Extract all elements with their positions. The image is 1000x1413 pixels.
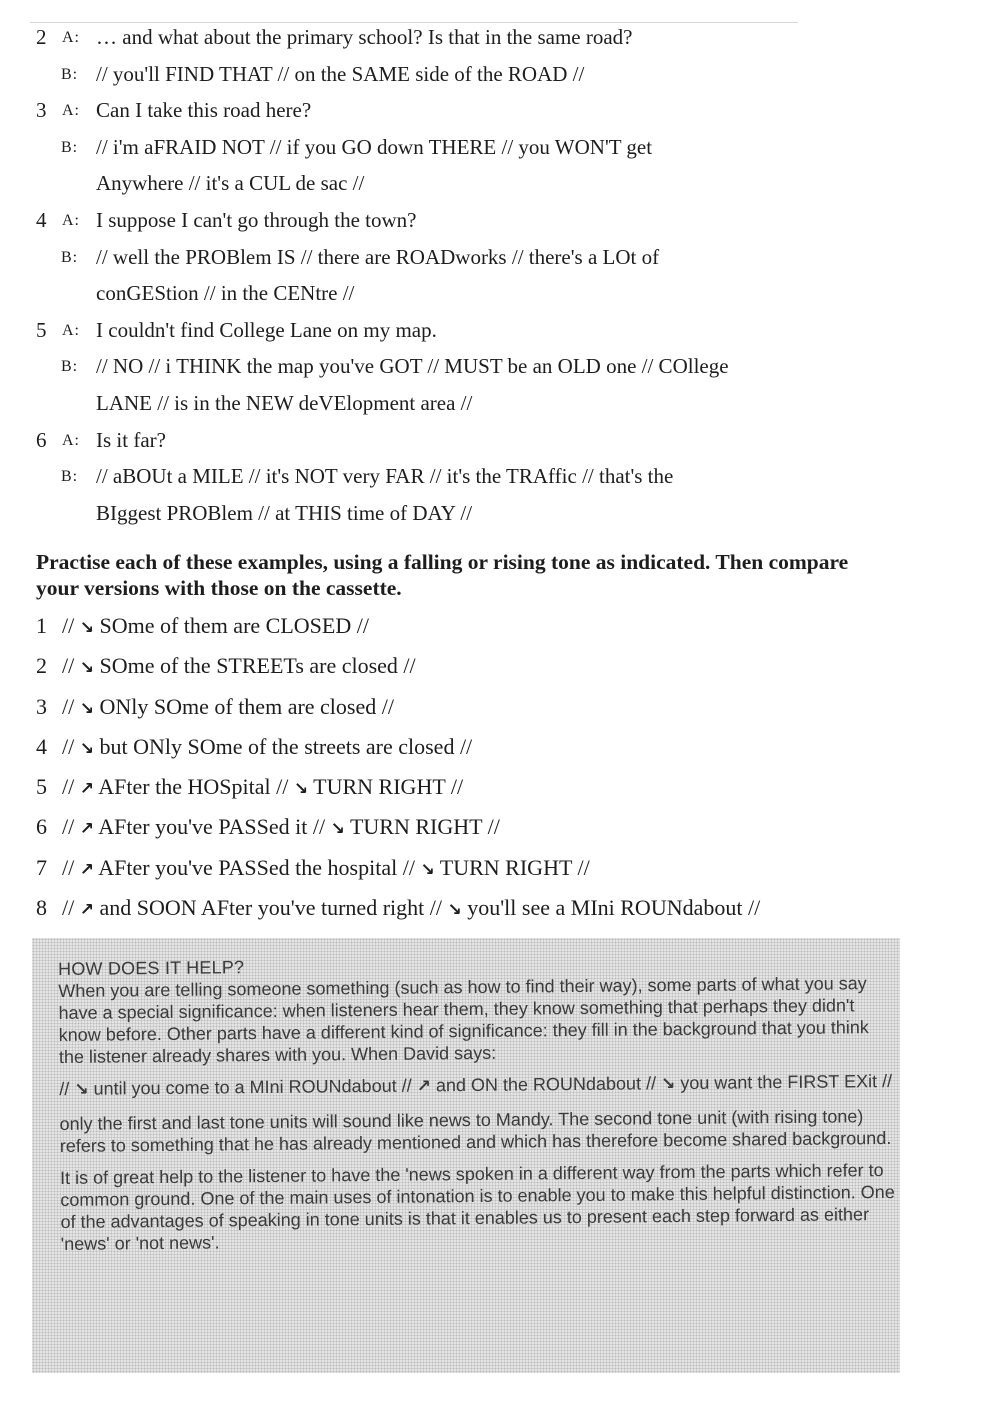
drill-text: // ↗ and SOON AFter you've turned right // ↘ you'll see a MIni ROUNdabout //	[62, 895, 761, 921]
speaker-a: A:	[62, 102, 80, 120]
drill-number: 5	[36, 774, 47, 800]
falling-tone-icon: ↘	[74, 1079, 89, 1100]
drill-number: 4	[36, 733, 47, 759]
drill-number: 7	[36, 854, 47, 880]
rising-tone-icon: ↗	[79, 819, 94, 840]
item-number: 3	[36, 98, 47, 123]
dialogue-line	[0, 461, 1000, 498]
speaker-b-line: // i'm aFRAID NOT // if you GO down THERE // you WON'T get	[96, 134, 653, 159]
falling-tone-icon: ↘	[79, 618, 94, 638]
help-box	[32, 938, 900, 1373]
speaker-b: B:	[61, 468, 79, 486]
list-item	[0, 811, 1000, 851]
dialogue-line	[0, 242, 1000, 279]
dialogue-section	[0, 22, 1000, 534]
item-number: 5	[36, 317, 47, 342]
rising-tone-icon: ↗	[79, 859, 94, 880]
list-item	[0, 771, 1000, 811]
speaker-a-line: Can I take this road here?	[96, 98, 312, 123]
drill-number: 1	[36, 613, 47, 638]
drill-text: // ↘ but ONly SOme of the streets are closed //	[62, 733, 473, 759]
item-number: 2	[36, 25, 47, 49]
speaker-b: B:	[61, 138, 79, 156]
drill-text: // ↗ AFter you've PASSed it // ↘ TURN RIGHT //	[62, 814, 500, 840]
dialogue-line	[0, 278, 1000, 315]
list-item	[0, 691, 1000, 731]
item-number: 6	[36, 427, 47, 452]
dialogue-line	[0, 425, 1000, 462]
drill-text: // ↘ ONly SOme of them are closed //	[62, 693, 394, 719]
speaker-b: B:	[61, 248, 79, 266]
dialogue-line	[0, 315, 1000, 352]
rising-tone-icon: ↗	[416, 1076, 432, 1097]
dialogue-line	[0, 388, 1000, 425]
falling-tone-icon: ↘	[79, 738, 94, 759]
drill-text: // ↗ AFter the HOSpital // ↘ TURN RIGHT //	[62, 774, 464, 800]
drill-text: // ↘ SOme of the STREETs are closed //	[62, 653, 416, 679]
speaker-a: A:	[62, 29, 80, 46]
speaker-a: A:	[62, 431, 80, 449]
speaker-b-line: // you'll FIND THAT // on the SAME side of the ROAD //	[96, 61, 585, 86]
help-example: // ↘ until you come to a MIni ROUNdabout // ↗ and ON the ROUNdabout // ↘ you want the FIRST EXit //	[59, 1071, 893, 1100]
help-paragraph: only the first and last tone units will sound like news to Mandy. The second tone unit (with rising tone) refers to something that he has already mentioned and which has therefore become shared background.	[59, 1106, 892, 1156]
list-item	[0, 852, 1000, 892]
help-box-content	[58, 950, 897, 1265]
speaker-b-line-continued: conGEStion // in the CENtre //	[96, 281, 355, 306]
speaker-b-line: // NO // i THINK the map you've GOT // MUST be an OLD one // COllege	[96, 354, 729, 379]
speaker-a-line: … and what about the primary school? Is that in the same road?	[96, 25, 633, 49]
speaker-b-line-continued: BIggest PROBlem // at THIS time of DAY //	[96, 500, 473, 525]
list-item	[0, 892, 1000, 932]
list-item	[0, 650, 1000, 690]
falling-tone-icon: ↘	[330, 819, 345, 840]
falling-tone-icon: ↘	[293, 779, 309, 800]
help-paragraph: It is of great help to the listener to have the 'news spoken in a different way from the parts which refer to common ground. One of the main uses of intonation is to enable you to make this helpful distinction. One of the advantages of speaking in tone units is that it enables us to present each step forward as either 'news' or 'not news'.	[60, 1160, 895, 1254]
dialogue-line	[0, 22, 1000, 59]
rising-tone-icon: ↗	[79, 779, 94, 800]
help-paragraph: When you are telling someone something (such as how to find their way), some parts of what you say have a special significance: when listeners hear them, they know something that perhaps they didn't know before. Other parts have a different kind of significance: they fill in the background that you think the listener already shares with you. When David says:	[58, 973, 869, 1067]
dialogue-line	[0, 205, 1000, 242]
dialogue-line	[0, 95, 1000, 132]
list-item	[0, 610, 1000, 650]
speaker-a-line: I couldn't find College Lane on my map.	[96, 317, 437, 342]
speaker-a-line: Is it far?	[96, 427, 166, 452]
dialogue-line	[0, 132, 1000, 169]
speaker-a: A:	[62, 211, 80, 229]
dialogue-line	[0, 498, 1000, 535]
speaker-b: B:	[61, 65, 79, 83]
item-number: 4	[36, 207, 47, 232]
dialogue-line	[0, 351, 1000, 388]
falling-tone-icon: ↘	[79, 698, 94, 719]
drill-number: 6	[36, 814, 47, 840]
drill-number: 3	[36, 693, 47, 719]
drill-text: // ↗ AFter you've PASSed the hospital // ↘ TURN RIGHT //	[62, 854, 590, 880]
speaker-b-line-continued: LANE // is in the NEW deVElopment area //	[96, 390, 473, 415]
falling-tone-icon: ↘	[79, 658, 94, 679]
drill-number: 2	[36, 653, 47, 679]
falling-tone-icon: ↘	[660, 1074, 676, 1095]
falling-tone-icon: ↘	[420, 859, 435, 880]
drill-list	[0, 610, 1000, 932]
list-item	[0, 731, 1000, 771]
speaker-b-line-continued: Anywhere // it's a CUL de sac //	[96, 171, 365, 196]
dialogue-line	[0, 168, 1000, 205]
drill-text: // ↘ SOme of them are CLOSED //	[62, 613, 369, 638]
speaker-b-line: // aBOUt a MILE // it's NOT very FAR // it's the TRAffic // that's the	[96, 464, 674, 489]
speaker-b: B:	[61, 358, 79, 376]
drill-number: 8	[36, 895, 47, 921]
help-heading: HOW DOES IT HELP?	[58, 957, 245, 979]
rising-tone-icon: ↗	[79, 900, 94, 921]
exercise-instruction: Practise each of these examples, using a falling or rising tone as indicated. Then compare your versions with those on the cassette.	[36, 550, 849, 600]
speaker-a: A:	[62, 321, 80, 339]
speaker-a-line: I suppose I can't go through the town?	[96, 207, 417, 232]
falling-tone-icon: ↘	[447, 900, 462, 921]
dialogue-line	[0, 59, 1000, 96]
speaker-b-line: // well the PROBlem IS // there are ROADworks // there's a LOt of	[96, 244, 660, 269]
